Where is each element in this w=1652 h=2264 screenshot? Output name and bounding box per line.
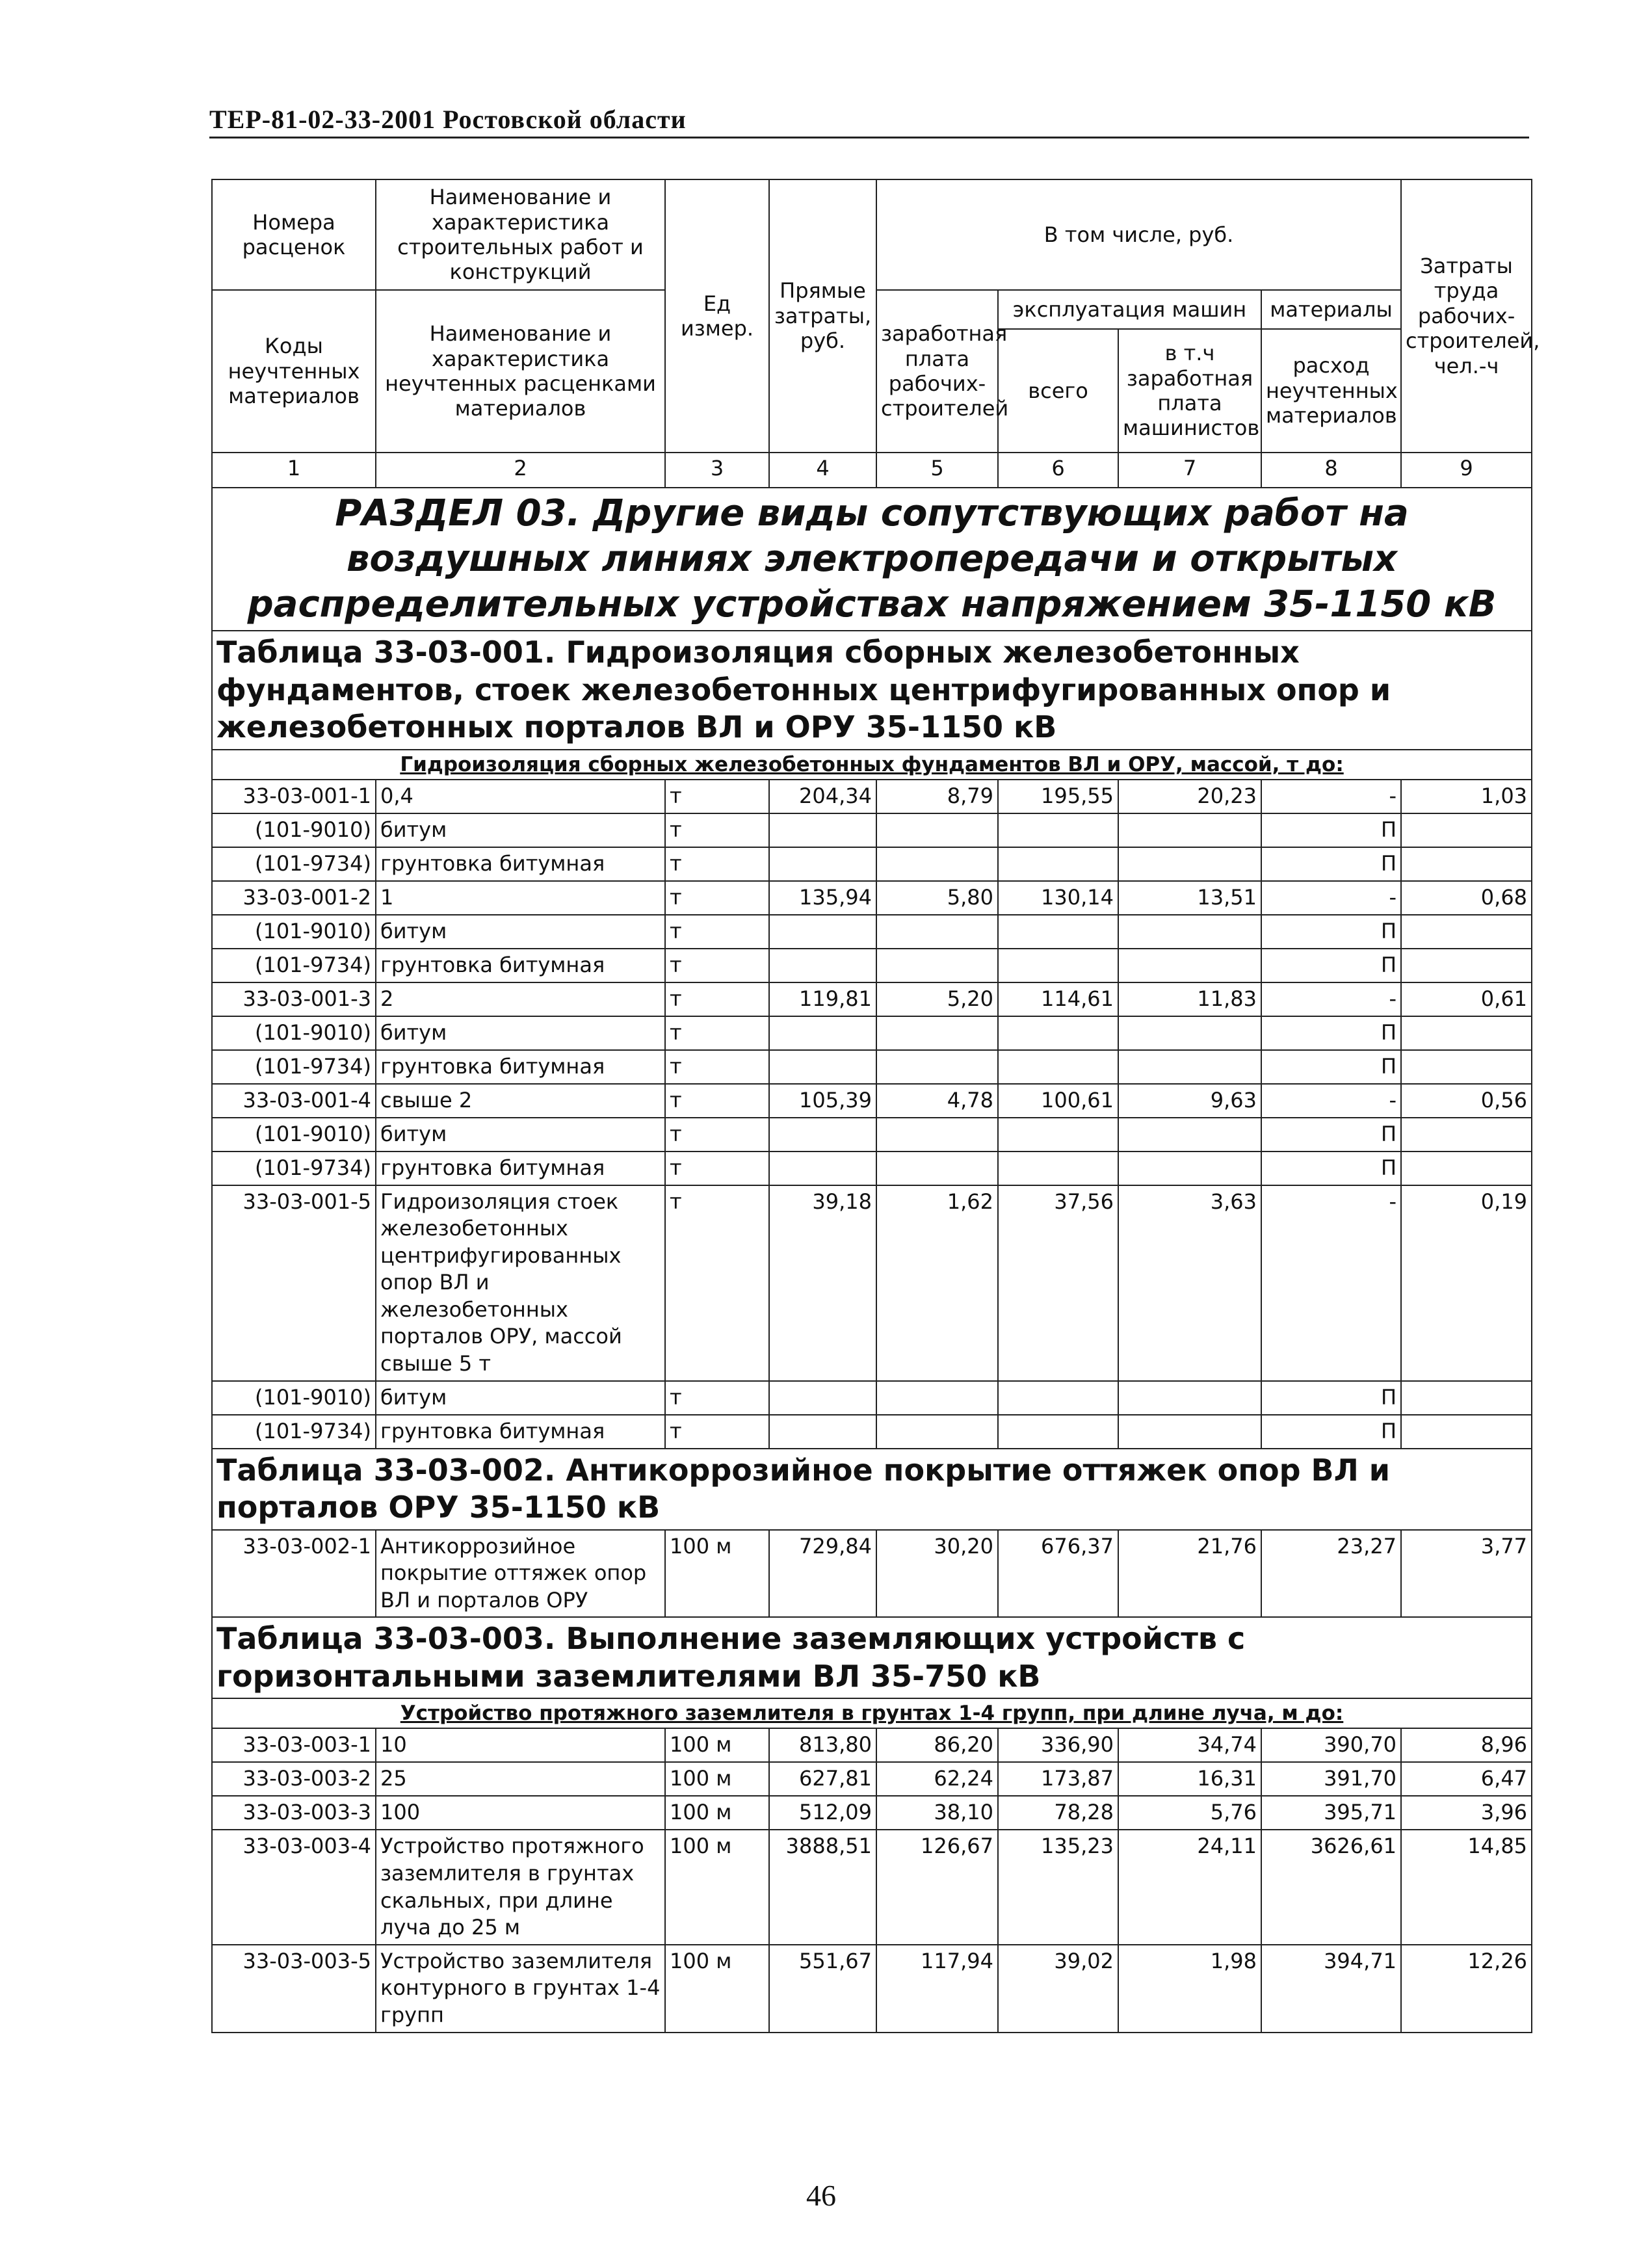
materials-cost: П (1261, 1152, 1401, 1185)
rate-unit: т (665, 1050, 769, 1084)
table-row (212, 1762, 1532, 1796)
direct-cost: 627,81 (769, 1762, 876, 1796)
rate-code: (101-9010) (212, 813, 376, 847)
rate-name: битум (376, 1381, 665, 1415)
col-number: 9 (1401, 453, 1532, 488)
rate-code: (101-9734) (212, 847, 376, 881)
table-row (212, 847, 1532, 881)
col-name-header: Наименование и характеристика строительных работ и конструкций (376, 179, 665, 290)
machine-cost: 78,28 (998, 1796, 1118, 1830)
direct-cost: 204,34 (769, 780, 876, 813)
labor-cost (1401, 949, 1532, 982)
col-mach-wage-header: в т.ч заработная плата машинистов (1118, 329, 1261, 453)
rate-code: (101-9010) (212, 1118, 376, 1152)
col-labor-header: Затраты труда рабочих-строителей, чел.-ч (1401, 179, 1532, 453)
worker-wage (876, 813, 998, 847)
rate-code: (101-9734) (212, 1050, 376, 1084)
rate-unit: 100 м (665, 1530, 769, 1618)
col-machines-header: эксплуатация машин (998, 290, 1261, 329)
direct-cost: 3888,51 (769, 1830, 876, 1944)
table-row (212, 982, 1532, 1016)
table-title: Таблица 33-03-001. Гидроизоляция сборных железобетонных фундаментов, стоек железобетонных центрифугированных опор и железобетонных порталов ВЛ и ОРУ 35-1150 кВ (212, 631, 1532, 750)
rate-unit: т (665, 1381, 769, 1415)
rate-unit: т (665, 949, 769, 982)
rate-code: 33-03-001-3 (212, 982, 376, 1016)
direct-cost (769, 1415, 876, 1449)
rate-name: 10 (376, 1728, 665, 1762)
col-number: 8 (1261, 453, 1401, 488)
rate-unit: 100 м (665, 1945, 769, 2033)
materials-cost: П (1261, 1050, 1401, 1084)
rate-code: 33-03-002-1 (212, 1530, 376, 1618)
col-wage-header: заработная плата рабочих-строителей (876, 290, 998, 453)
machine-cost (998, 847, 1118, 881)
operator-wage (1118, 1381, 1261, 1415)
rate-name: битум (376, 1118, 665, 1152)
operator-wage: 24,11 (1118, 1830, 1261, 1944)
rate-code: 33-03-003-3 (212, 1796, 376, 1830)
machine-cost: 39,02 (998, 1945, 1118, 2033)
labor-cost: 8,96 (1401, 1728, 1532, 1762)
col-unit-header: Ед измер. (665, 179, 769, 453)
labor-cost (1401, 847, 1532, 881)
machine-cost: 676,37 (998, 1530, 1118, 1618)
rate-code: (101-9010) (212, 1016, 376, 1050)
col-direct-header: Прямые затраты, руб. (769, 179, 876, 453)
operator-wage (1118, 915, 1261, 949)
worker-wage: 117,94 (876, 1945, 998, 2033)
table-row (212, 1530, 1532, 1618)
labor-cost (1401, 813, 1532, 847)
rate-unit: 100 м (665, 1796, 769, 1830)
materials-cost: 390,70 (1261, 1728, 1401, 1762)
labor-cost: 12,26 (1401, 1945, 1532, 2033)
table-title-row (212, 631, 1532, 750)
machine-cost: 114,61 (998, 982, 1118, 1016)
rate-name: грунтовка битумная (376, 949, 665, 982)
direct-cost: 512,09 (769, 1796, 876, 1830)
rate-unit: т (665, 1185, 769, 1381)
worker-wage: 5,20 (876, 982, 998, 1016)
table-row (212, 1152, 1532, 1185)
rate-unit: 100 м (665, 1728, 769, 1762)
machine-cost: 100,61 (998, 1084, 1118, 1118)
machine-cost (998, 1016, 1118, 1050)
table-row (212, 915, 1532, 949)
rates-table-body (212, 488, 1532, 2033)
worker-wage: 62,24 (876, 1762, 998, 1796)
labor-cost: 14,85 (1401, 1830, 1532, 1944)
worker-wage: 4,78 (876, 1084, 998, 1118)
rate-unit: т (665, 1152, 769, 1185)
rates-table (211, 179, 1540, 2033)
materials-cost: - (1261, 780, 1401, 813)
rate-code: 33-03-001-4 (212, 1084, 376, 1118)
rate-code: (101-9010) (212, 1381, 376, 1415)
operator-wage (1118, 1152, 1261, 1185)
table-row (212, 1945, 1532, 2033)
operator-wage (1118, 1118, 1261, 1152)
table-title-row (212, 1449, 1532, 1530)
rate-code: (101-9010) (212, 915, 376, 949)
table-row (212, 813, 1532, 847)
worker-wage (876, 1381, 998, 1415)
materials-cost: П (1261, 847, 1401, 881)
direct-cost (769, 1152, 876, 1185)
machine-cost: 130,14 (998, 881, 1118, 915)
rate-code: 33-03-003-5 (212, 1945, 376, 2033)
rate-name: 100 (376, 1796, 665, 1830)
machine-cost (998, 949, 1118, 982)
worker-wage: 8,79 (876, 780, 998, 813)
direct-cost (769, 949, 876, 982)
table-row (212, 1016, 1532, 1050)
materials-cost: П (1261, 915, 1401, 949)
rate-code: 33-03-003-2 (212, 1762, 376, 1796)
machine-cost (998, 1152, 1118, 1185)
machine-cost (998, 1415, 1118, 1449)
rate-name: Устройство заземлителя контурного в грунтах 1-4 групп (376, 1945, 665, 2033)
machine-cost: 195,55 (998, 780, 1118, 813)
table-row (212, 1728, 1532, 1762)
operator-wage (1118, 1050, 1261, 1084)
table-row (212, 1415, 1532, 1449)
worker-wage: 1,62 (876, 1185, 998, 1381)
direct-cost (769, 1118, 876, 1152)
rate-name: битум (376, 1016, 665, 1050)
direct-cost: 729,84 (769, 1530, 876, 1618)
rate-name: битум (376, 813, 665, 847)
col-codes-header: Номера расценок (212, 179, 376, 290)
worker-wage: 86,20 (876, 1728, 998, 1762)
col-number: 3 (665, 453, 769, 488)
table-row (212, 949, 1532, 982)
machine-cost (998, 1118, 1118, 1152)
materials-cost: 391,70 (1261, 1762, 1401, 1796)
machine-cost (998, 813, 1118, 847)
materials-cost: 23,27 (1261, 1530, 1401, 1618)
machine-cost (998, 915, 1118, 949)
rate-name: 0,4 (376, 780, 665, 813)
document-header: ТЕР-81-02-33-2001 Ростовской области (209, 105, 687, 134)
rate-code: 33-03-001-2 (212, 881, 376, 915)
operator-wage: 5,76 (1118, 1796, 1261, 1830)
table-row (212, 1185, 1532, 1381)
rate-unit: т (665, 982, 769, 1016)
header-rule (209, 137, 1529, 138)
group-heading-row (212, 1698, 1532, 1728)
materials-cost: П (1261, 1118, 1401, 1152)
rate-code: (101-9734) (212, 1415, 376, 1449)
table-row (212, 881, 1532, 915)
labor-cost: 0,61 (1401, 982, 1532, 1016)
rate-unit: т (665, 915, 769, 949)
table-row (212, 1830, 1532, 1944)
rate-unit: 100 м (665, 1762, 769, 1796)
rate-name: грунтовка битумная (376, 847, 665, 881)
materials-cost: П (1261, 813, 1401, 847)
labor-cost (1401, 1016, 1532, 1050)
operator-wage: 13,51 (1118, 881, 1261, 915)
col-mat-codes-header: Коды неучтенных материалов (212, 290, 376, 453)
table-row (212, 1050, 1532, 1084)
rate-name: грунтовка битумная (376, 1050, 665, 1084)
materials-cost: П (1261, 949, 1401, 982)
group-heading-row (212, 750, 1532, 780)
operator-wage: 16,31 (1118, 1762, 1261, 1796)
labor-cost: 3,77 (1401, 1530, 1532, 1618)
worker-wage: 126,67 (876, 1830, 998, 1944)
materials-cost: П (1261, 1381, 1401, 1415)
operator-wage: 20,23 (1118, 780, 1261, 813)
machine-cost: 173,87 (998, 1762, 1118, 1796)
col-number: 1 (212, 453, 376, 488)
col-mat-consumption-header: расход неучтенных материалов (1261, 329, 1401, 453)
materials-cost: 3626,61 (1261, 1830, 1401, 1944)
col-materials-header: материалы (1261, 290, 1401, 329)
rate-name: Устройство протяжного заземлителя в грунтах скальных, при длине луча до 25 м (376, 1830, 665, 1944)
operator-wage (1118, 1415, 1261, 1449)
worker-wage (876, 1152, 998, 1185)
direct-cost (769, 1016, 876, 1050)
rate-name: 1 (376, 881, 665, 915)
rate-name: грунтовка битумная (376, 1152, 665, 1185)
table-row (212, 1118, 1532, 1152)
rate-unit: т (665, 813, 769, 847)
rate-unit: т (665, 881, 769, 915)
materials-cost: - (1261, 1084, 1401, 1118)
operator-wage (1118, 1016, 1261, 1050)
col-mach-total-header: всего (998, 329, 1118, 453)
table-row (212, 780, 1532, 813)
table-title-row (212, 1617, 1532, 1698)
group-heading: Устройство протяжного заземлителя в грунтах 1-4 групп, при длине луча, м до: (212, 1698, 1532, 1728)
operator-wage (1118, 847, 1261, 881)
direct-cost (769, 1050, 876, 1084)
rate-code: 33-03-003-4 (212, 1830, 376, 1944)
section-title-row (212, 488, 1532, 631)
rate-name: грунтовка битумная (376, 1415, 665, 1449)
operator-wage: 21,76 (1118, 1530, 1261, 1618)
table-title: Таблица 33-03-003. Выполнение заземляющих устройств с горизонтальными заземлителями ВЛ 35-750 кВ (212, 1617, 1532, 1698)
rate-name: Гидроизоляция стоек железобетонных центрифугированных опор ВЛ и железобетонных порталов ОРУ, массой свыше 5 т (376, 1185, 665, 1381)
operator-wage: 34,74 (1118, 1728, 1261, 1762)
rate-name: 25 (376, 1762, 665, 1796)
rate-code: 33-03-001-5 (212, 1185, 376, 1381)
direct-cost: 551,67 (769, 1945, 876, 2033)
labor-cost: 3,96 (1401, 1796, 1532, 1830)
machine-cost: 37,56 (998, 1185, 1118, 1381)
labor-cost: 0,56 (1401, 1084, 1532, 1118)
col-mat-name-header: Наименование и характеристика неучтенных расценками материалов (376, 290, 665, 453)
operator-wage: 9,63 (1118, 1084, 1261, 1118)
header-row-1 (212, 179, 1532, 290)
rate-code: 33-03-003-1 (212, 1728, 376, 1762)
rate-unit: т (665, 1415, 769, 1449)
materials-cost: 395,71 (1261, 1796, 1401, 1830)
direct-cost: 39,18 (769, 1185, 876, 1381)
operator-wage (1118, 949, 1261, 982)
operator-wage: 11,83 (1118, 982, 1261, 1016)
rate-unit: т (665, 1016, 769, 1050)
direct-cost (769, 813, 876, 847)
labor-cost (1401, 1152, 1532, 1185)
table-row (212, 1381, 1532, 1415)
table-title: Таблица 33-03-002. Антикоррозийное покрытие оттяжек опор ВЛ и порталов ОРУ 35-1150 кВ (212, 1449, 1532, 1530)
worker-wage: 5,80 (876, 881, 998, 915)
col-incl-header: В том числе, руб. (876, 179, 1401, 290)
labor-cost (1401, 1415, 1532, 1449)
rate-unit: 100 м (665, 1830, 769, 1944)
materials-cost: П (1261, 1415, 1401, 1449)
machine-cost (998, 1381, 1118, 1415)
section-title: РАЗДЕЛ 03. Другие виды сопутствующих работ на воздушных линиях электропередачи и открытых распределительных устройствах напряжением 35-1150 кВ (212, 488, 1532, 631)
materials-cost: - (1261, 982, 1401, 1016)
col-number: 5 (876, 453, 998, 488)
materials-cost: 394,71 (1261, 1945, 1401, 2033)
direct-cost (769, 1381, 876, 1415)
rate-unit: т (665, 1118, 769, 1152)
direct-cost: 813,80 (769, 1728, 876, 1762)
group-heading: Гидроизоляция сборных железобетонных фундаментов ВЛ и ОРУ, массой, т до: (212, 750, 1532, 780)
materials-cost: П (1261, 1016, 1401, 1050)
rate-unit: т (665, 1084, 769, 1118)
materials-cost: - (1261, 1185, 1401, 1381)
rate-code: (101-9734) (212, 1152, 376, 1185)
rate-name: Антикоррозийное покрытие оттяжек опор ВЛ и порталов ОРУ (376, 1530, 665, 1618)
operator-wage: 3,63 (1118, 1185, 1261, 1381)
col-number: 4 (769, 453, 876, 488)
worker-wage (876, 1118, 998, 1152)
worker-wage (876, 847, 998, 881)
labor-cost (1401, 1050, 1532, 1084)
direct-cost: 119,81 (769, 982, 876, 1016)
labor-cost: 0,68 (1401, 881, 1532, 915)
page-number: 46 (806, 2179, 836, 2212)
worker-wage (876, 1050, 998, 1084)
direct-cost: 105,39 (769, 1084, 876, 1118)
rate-name: 2 (376, 982, 665, 1016)
rate-name: свыше 2 (376, 1084, 665, 1118)
labor-cost (1401, 1118, 1532, 1152)
direct-cost (769, 915, 876, 949)
col-number: 6 (998, 453, 1118, 488)
labor-cost: 6,47 (1401, 1762, 1532, 1796)
table-row (212, 1796, 1532, 1830)
rate-code: 33-03-001-1 (212, 780, 376, 813)
worker-wage (876, 915, 998, 949)
worker-wage: 38,10 (876, 1796, 998, 1830)
direct-cost (769, 847, 876, 881)
machine-cost (998, 1050, 1118, 1084)
column-numbers-row (212, 453, 1532, 488)
operator-wage (1118, 813, 1261, 847)
labor-cost: 0,19 (1401, 1185, 1532, 1381)
machine-cost: 135,23 (998, 1830, 1118, 1944)
machine-cost: 336,90 (998, 1728, 1118, 1762)
rate-code: (101-9734) (212, 949, 376, 982)
worker-wage (876, 1415, 998, 1449)
col-number: 2 (376, 453, 665, 488)
worker-wage (876, 1016, 998, 1050)
labor-cost (1401, 915, 1532, 949)
operator-wage: 1,98 (1118, 1945, 1261, 2033)
materials-cost: - (1261, 881, 1401, 915)
direct-cost: 135,94 (769, 881, 876, 915)
labor-cost (1401, 1381, 1532, 1415)
worker-wage: 30,20 (876, 1530, 998, 1618)
rate-unit: т (665, 780, 769, 813)
table-row (212, 1084, 1532, 1118)
rate-name: битум (376, 915, 665, 949)
rate-unit: т (665, 847, 769, 881)
col-number: 7 (1118, 453, 1261, 488)
worker-wage (876, 949, 998, 982)
labor-cost: 1,03 (1401, 780, 1532, 813)
